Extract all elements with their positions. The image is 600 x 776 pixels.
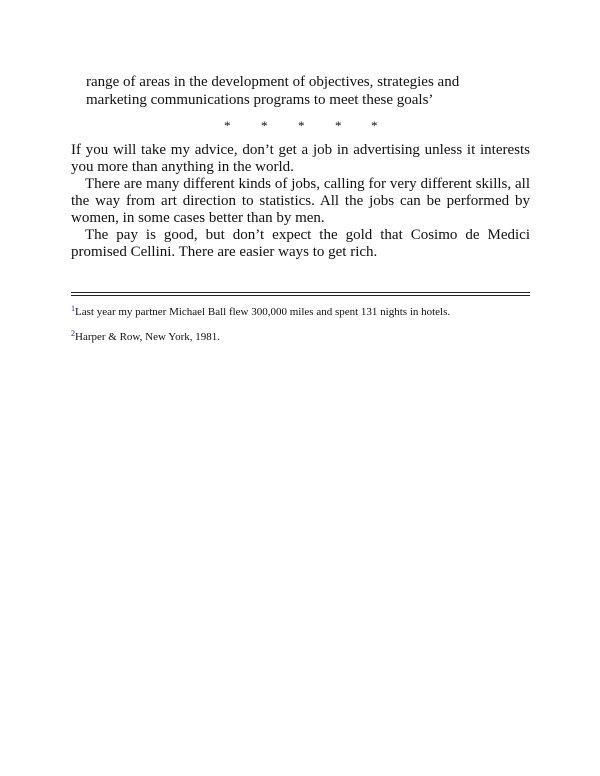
asterisk-ornament: * bbox=[298, 118, 305, 133]
footnote-divider bbox=[71, 292, 530, 296]
asterisk-ornament: * bbox=[224, 118, 231, 133]
footnote bbox=[71, 302, 530, 319]
paragraph: There are many different kinds of jobs, calling for very different skills, all the way from art direction to statistics. All the jobs can be performed by women, in some cases better than by men. bbox=[71, 176, 530, 226]
paragraph: If you will take my advice, don’t get a job in advertising unless it interests you more than anything in the world. bbox=[71, 142, 530, 175]
footnote-marker[interactable]: 1 bbox=[71, 304, 75, 313]
footnotes bbox=[71, 302, 530, 352]
quote-line: range of areas in the development of objectives, strategies and bbox=[86, 74, 460, 90]
quote-line: marketing communications programs to meet these goals’ bbox=[86, 92, 434, 108]
footnote bbox=[71, 327, 530, 344]
block-quote bbox=[86, 73, 526, 109]
asterisk-ornament: * bbox=[371, 118, 378, 133]
asterisk-ornament: * bbox=[261, 118, 268, 133]
paragraph: The pay is good, but don’t expect the gold that Cosimo de Medici promised Cellini. There are easier ways to get rich. bbox=[71, 227, 530, 260]
footnote-text: Last year my partner Michael Ball flew 300,000 miles and spent 131 nights in hotels. bbox=[75, 306, 451, 318]
footnote-marker[interactable]: 2 bbox=[71, 329, 75, 338]
footnote-text: Harper & Row, New York, 1981. bbox=[75, 331, 221, 343]
body-text bbox=[71, 142, 530, 261]
section-separator bbox=[0, 116, 600, 136]
asterisk-ornament: * bbox=[335, 118, 342, 133]
